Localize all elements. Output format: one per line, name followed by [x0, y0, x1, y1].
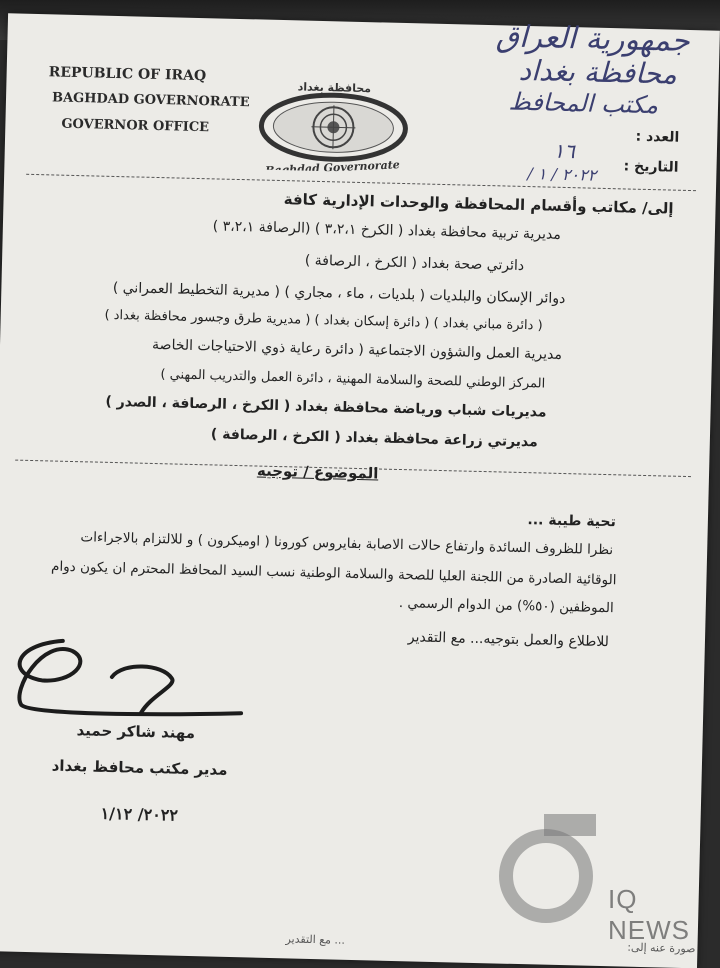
body-line-2: الوقائية الصادرة من اللجنة العليا للصحة والسلامة الوطنية نسب السيد المحافظ المحترم ان يكون دوام [50, 558, 617, 589]
signatory-name: مهند شاكر حميد [76, 721, 196, 743]
document-page [0, 13, 720, 968]
governorate-seal-logo [252, 77, 414, 173]
recipients-line-5: ( دائرة مباني بغداد ) ( دائرة إسكان بغداد ) ( مديرية طرق وجسور محافظة بغداد ) [104, 307, 543, 334]
recipients-line-8: مديريات شباب ورياضة محافظة بغداد ( الكرخ ، الرصافة ، الصدر ) [105, 393, 547, 421]
header-ar-line-3: مكتب المحافظ [508, 87, 659, 120]
bottom-partial-line: ... مع التقدير [285, 932, 346, 947]
header-en-line-3: GOVERNOR OFFICE [61, 116, 210, 136]
body-line-3: الموظفين (٥٠%) من الدوام الرسمي . [398, 595, 614, 617]
document-date-value: ٢٠٢٢ / ١ / [527, 164, 597, 185]
signatory-title: مدير مكتب محافظ بغداد [51, 756, 228, 779]
header-en-line-2: BAGHDAD GOVERNORATE [51, 90, 250, 111]
recipients-line-3: دائرتي صحة بغداد ( الكرخ ، الرصافة ) [304, 252, 525, 274]
recipients-line-9: مديرتي زراعة محافظة بغداد ( الكرخ ، الرصافة ) [210, 426, 538, 451]
closing-line: للاطلاع والعمل بتوجيه... مع التقدير [407, 629, 610, 651]
recipients-line-4: دوائر الإسكان والبلديات ( بلديات ، ماء ، مجاري ) ( مديرية التخطيط العمراني ) [112, 279, 566, 307]
document-number-label: العدد : [635, 128, 680, 146]
recipients-line-7: المركز الوطني للصحة والسلامة المهنية ، دائرة العمل والتدريب المهني ) [160, 367, 546, 392]
logo-top-text: محافظة بغداد [297, 80, 372, 96]
handwritten-signature [1, 619, 253, 729]
body-line-1: نظرا للظروف السائدة وارتفاع حالات الاصابة بفايروس كورونا ( اوميكرون ) و للالتزام بالاجراءات [80, 529, 614, 559]
document-date-label: التاريخ : [623, 158, 679, 176]
signature-date: ٢٠٢٢/ ١/١٢ [100, 803, 179, 825]
document-number-value: ١٦ [553, 138, 576, 164]
subject-line: الموضوع / توجيه [256, 461, 379, 483]
recipients-line-2: مديرية تربية محافظة بغداد ( الكرخ ٣،٢،١ ) (الرصافة ٣،٢،١ ) [212, 218, 562, 243]
recipients-line-6: مديرية العمل والشؤون الاجتماعية ( دائرة رعاية ذوي الاحتياجات الخاصة [151, 336, 563, 363]
iq-news-watermark-text: IQ NEWS [608, 884, 690, 945]
bottom-copy-to-label: صورة عنه إلى: [627, 940, 696, 956]
iq-news-watermark-logo [498, 806, 598, 930]
header-en-line-1: REPUBLIC OF IRAQ [48, 64, 207, 85]
logo-caption: Baghdad Governorate [264, 158, 401, 174]
header-ar-line-2: محافظة بغداد [518, 53, 678, 91]
header-ar-line-1: جمهورية العراق [495, 19, 691, 59]
recipients-line-1: إلى/ مكاتب وأقسام المحافظة والوحدات الإدارية كافة [283, 190, 674, 218]
greeting: تحية طيبة ... [527, 512, 617, 531]
